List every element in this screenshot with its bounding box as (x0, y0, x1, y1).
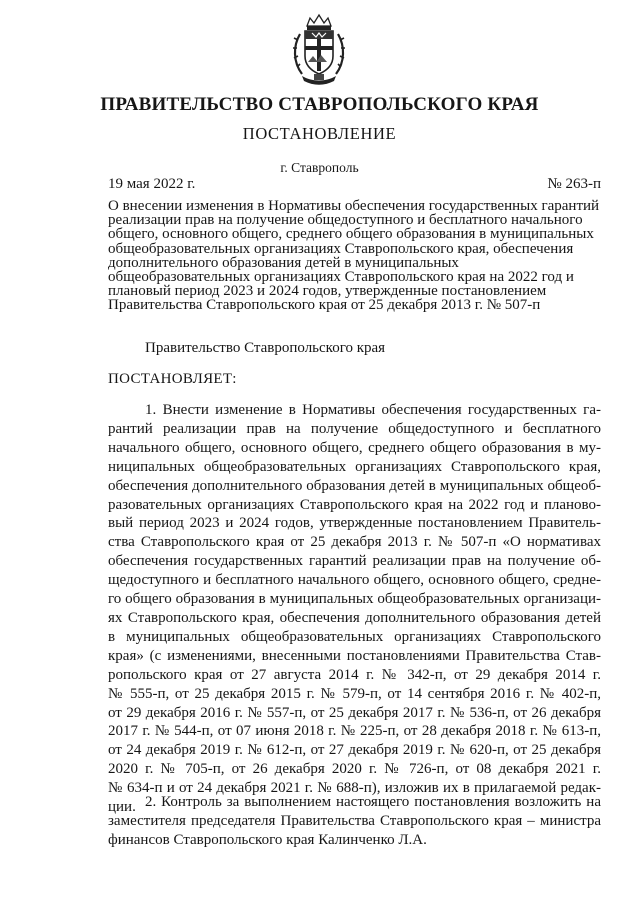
paragraph-1-line: обеспечения государственных гарантий реализации прав на получение об- (108, 553, 601, 570)
organization-title: ПРАВИТЕЛЬСТВО СТАВРОПОЛЬСКОГО КРАЯ (100, 94, 539, 115)
document-number: № 263-п (547, 176, 601, 192)
city: г. Ставрополь (280, 160, 359, 175)
paragraph-1-line: 2020 г. № 705-п, от 26 декабря 2020 г. № 726-п, от 08 декабря 2021 г. (108, 761, 601, 778)
document-type: ПОСТАНОВЛЕНИЕ (242, 124, 397, 143)
paragraph-1-line: № 634-п и от 24 декабря 2021 г. № 688-п), изложив их в прилагаемой редак- (108, 780, 601, 797)
paragraph-1-line: в муниципальных общеобразовательных организациях Ставропольского (108, 628, 601, 645)
paragraph-1-line: ях Ставропольского края, обеспечения дополнительного образования детей (108, 609, 601, 626)
paragraph-1-line: разовательных организациях Ставропольского края на 2022 год и планово- (108, 496, 601, 513)
document-subject: О внесении изменения в Нормативы обеспечения государственных гарантий реализации прав на получение общедоступного и бесплатного начального общего, основного общего, среднего общего образования в муниципальных общеобразовательных организациях Ставропольского края, обеспечения дополнительного образования детей в муниципальных общеобразовательных организациях Ставропольского края на 2022 год и плановый период 2023 и 2024 годов, утвержденные постановлением Правительства Ставропольского края от 25 декабря 2013 г. № 507-п (108, 198, 600, 314)
paragraph-1-line: обеспечения дополнительного образования детей в муниципальных общеоб- (108, 477, 601, 494)
paragraph-2 (108, 793, 601, 850)
paragraph-1-line: го общего образования в муниципальных общеобразовательных организаци- (108, 591, 601, 608)
crest (290, 12, 348, 86)
paragraph-1-line: щедоступного и бесплатного начального общего, основного общего, средне- (108, 572, 601, 589)
paragraph-1-line: ниципальных общеобразовательных организациях Ставропольского края, (108, 458, 601, 475)
issuer-line: Правительство Ставропольского края (145, 340, 386, 356)
paragraph-1-line: края» (с изменениями, внесенными постановлениями Правительства Став- (108, 647, 601, 664)
paragraph-1-line: 1. Внести изменение в Нормативы обеспечения государственных га- (145, 402, 601, 418)
paragraph-2-line: заместителя председателя Правительства Ставропольского края – министра (108, 812, 601, 829)
paragraph-1-line: от 29 декабря 2016 г. № 557-п, от 25 декабря 2017 г. № 536-п, от 26 декабря (108, 704, 601, 721)
paragraph-1-line: начального общего, основного общего, среднего общего образования в му- (108, 439, 601, 456)
paragraph-1 (108, 401, 601, 817)
paragraph-1-line: № 555-п, от 25 декабря 2015 г. № 579-п, от 14 сентября 2016 г. № 402-п, (108, 685, 601, 702)
paragraph-2-line: финансов Ставропольского края Калинченко Л.А. (108, 831, 427, 848)
coat-of-arms-icon (290, 12, 348, 86)
paragraph-1-line: рантий реализации прав на получение общедоступного и бесплатного (108, 420, 601, 437)
paragraph-1-line: ства Ставропольского края от 25 декабря 2013 г. № 507-п «О нормативах (108, 534, 601, 551)
resolves-heading: ПОСТАНОВЛЯЕТ: (108, 371, 237, 387)
paragraph-1-line: ропольского края от 27 августа 2014 г. № 342-п, от 29 декабря 2014 г. (108, 666, 601, 683)
paragraph-1-line: 2017 г. № 544-п, от 07 июня 2018 г. № 225-п, от 28 декабря 2018 г. № 613-п, (108, 723, 601, 740)
paragraph-1-line: вый период 2023 и 2024 годов, утвержденные постановлением Правитель- (108, 515, 601, 532)
paragraph-2-line: 2. Контроль за выполнением настоящего постановления возложить на (145, 794, 601, 810)
document-date: 19 мая 2022 г. (108, 176, 196, 192)
paragraph-1-line: от 24 декабря 2019 г. № 612-п, от 27 декабря 2019 г. № 620-п, от 25 декабря (108, 742, 601, 759)
paragraph-1-line: ции. (108, 799, 136, 816)
